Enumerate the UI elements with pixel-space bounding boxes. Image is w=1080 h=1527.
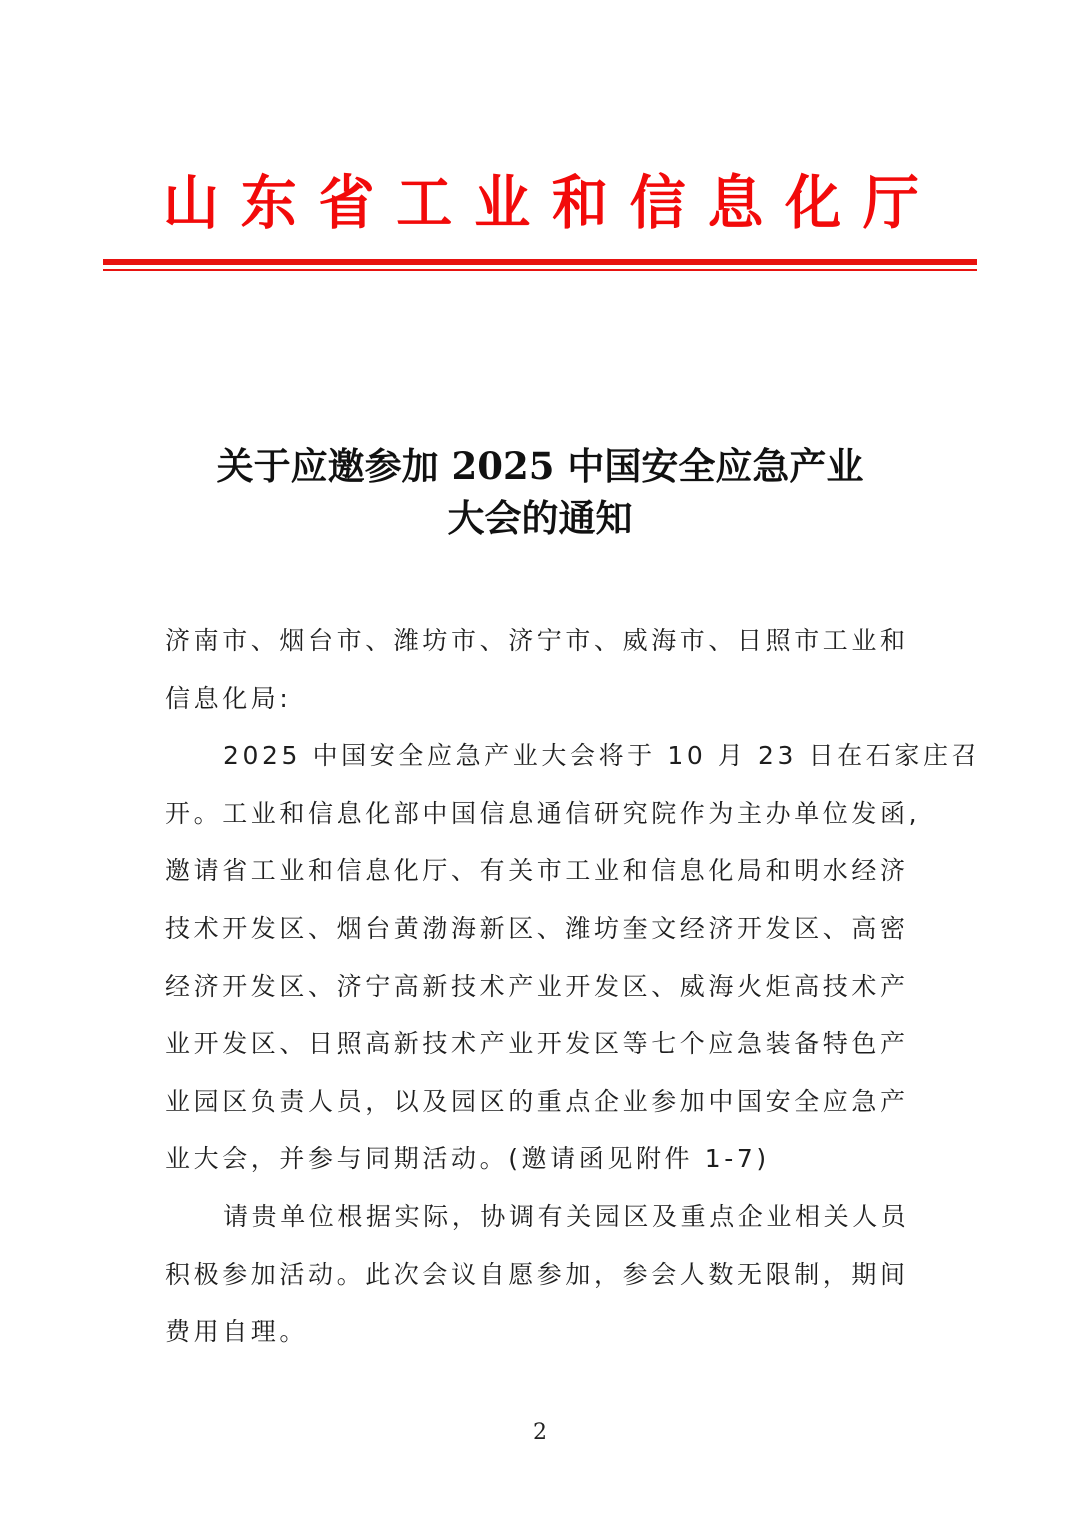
letterhead-char: 和 — [551, 168, 608, 238]
letterhead-char: 信 — [629, 168, 686, 238]
letterhead-char: 山 — [163, 168, 219, 238]
document-body — [165, 612, 981, 1361]
letterhead-char: 业 — [474, 168, 531, 238]
page-number: 2 — [533, 1420, 547, 1445]
body-line: 业园区负责人员，以及园区的重点企业参加中国安全应急产 — [165, 1086, 909, 1116]
body-line: 费用自理。 — [165, 1317, 309, 1347]
title-line: 大会的通知 — [447, 496, 633, 540]
letterhead-org-name — [103, 168, 977, 238]
paragraph-1 — [165, 727, 981, 1188]
body-line: 经济开发区、济宁高新技术产业开发区、威海火炬高技术产 — [165, 971, 909, 1001]
body-line: 2025 中国安全应急产业大会将于 10 月 23 日在石家庄召 — [223, 741, 981, 771]
body-line: 邀请省工业和信息化厅、有关市工业和信息化局和明水经济 — [165, 856, 909, 886]
letterhead-char: 厅 — [862, 168, 919, 238]
letterhead-char: 工 — [396, 168, 453, 238]
body-line: 技术开发区、烟台黄渤海新区、潍坊奎文经济开发区、高密 — [165, 913, 909, 943]
body-line: 济南市、烟台市、潍坊市、济宁市、威海市、日照市工业和 — [165, 626, 909, 655]
salutation — [165, 612, 925, 727]
title-line: 关于应邀参加 2025 中国安全应急产业 — [216, 444, 864, 488]
body-line: 积极参加活动。此次会议自愿参加，参会人数无限制，期间 — [165, 1259, 909, 1289]
letterhead-rule-thick — [103, 259, 977, 265]
letterhead-char: 化 — [785, 168, 842, 238]
letterhead-char: 息 — [707, 168, 764, 238]
paragraph-2 — [165, 1188, 925, 1361]
letterhead-char: 省 — [318, 168, 375, 238]
body-line: 信息化局: — [165, 683, 292, 713]
body-line: 开。工业和信息化部中国信息通信研究院作为主办单位发函, — [165, 798, 921, 828]
body-line: 业大会，并参与同期活动。(邀请函见附件 1-7) — [165, 1144, 770, 1174]
document-title — [100, 440, 980, 544]
body-line: 业开发区、日照高新技术产业开发区等七个应急装备特色产 — [165, 1029, 909, 1059]
body-line: 请贵单位根据实际，协调有关园区及重点企业相关人员 — [223, 1201, 910, 1231]
letterhead-rule-thin — [103, 269, 977, 271]
letterhead-char: 东 — [240, 168, 297, 238]
